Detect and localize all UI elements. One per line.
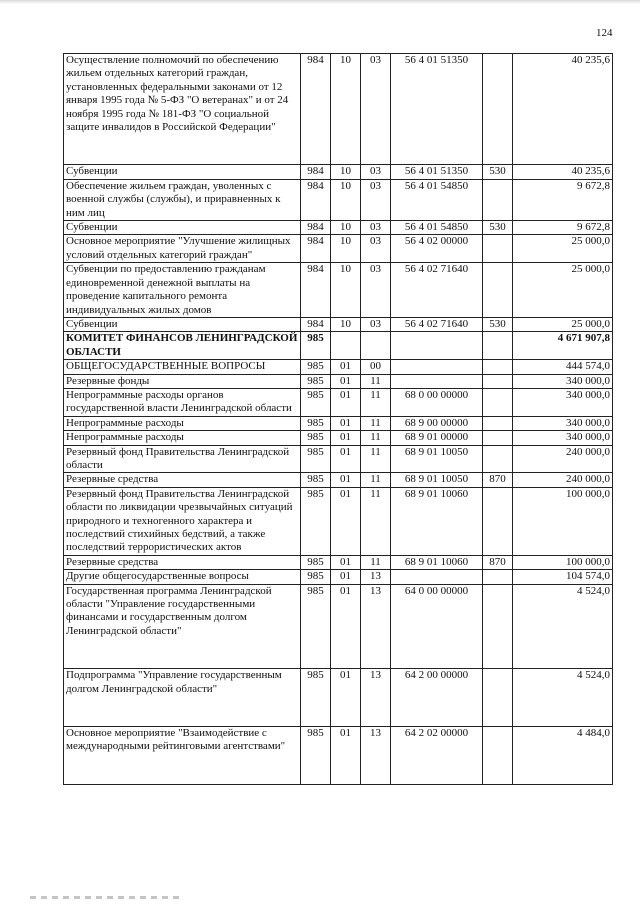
section-code: 10 (331, 165, 361, 179)
ministry-code: 984 (301, 317, 331, 331)
expense-type (483, 54, 513, 135)
table-row (64, 445, 613, 473)
row-name: Субвенции (64, 165, 301, 179)
amount: 444 574,0 (513, 360, 613, 374)
section-code: 01 (331, 360, 361, 374)
row-spacer (64, 638, 613, 669)
spacer-cell (301, 638, 331, 669)
target-article: 68 9 00 00000 (391, 416, 483, 430)
spacer-cell (513, 134, 613, 165)
table-row (64, 570, 613, 584)
amount: 104 574,0 (513, 570, 613, 584)
ministry-code: 985 (301, 445, 331, 473)
row-name: ОБЩЕГОСУДАРСТВЕННЫЕ ВОПРОСЫ (64, 360, 301, 374)
spacer-cell (513, 754, 613, 785)
target-article: 68 9 01 10050 (391, 473, 483, 487)
expense-type (483, 669, 513, 696)
scan-edge (0, 0, 640, 4)
section-code: 10 (331, 179, 361, 220)
subsection-code: 13 (361, 570, 391, 584)
section-code: 01 (331, 473, 361, 487)
target-article: 56 4 01 51350 (391, 54, 483, 135)
target-article: 68 9 01 10060 (391, 487, 483, 555)
row-name: Резервный фонд Правительства Ленинградской области по ликвидации чрезвычайных ситуаций природного и техногенного характера и последствий стихийных бедствий, а также последствий террористических актов (64, 487, 301, 555)
target-article (391, 360, 483, 374)
spacer-cell (64, 696, 301, 727)
subsection-code: 03 (361, 263, 391, 318)
section-code: 01 (331, 388, 361, 416)
expense-type (483, 445, 513, 473)
table-row (64, 317, 613, 331)
subsection-code: 03 (361, 221, 391, 235)
ministry-code: 985 (301, 332, 331, 360)
amount: 25 000,0 (513, 263, 613, 318)
amount: 25 000,0 (513, 317, 613, 331)
ministry-code: 984 (301, 221, 331, 235)
section-code: 01 (331, 570, 361, 584)
spacer-cell (513, 638, 613, 669)
target-article: 56 4 01 54850 (391, 179, 483, 220)
subsection-code: 03 (361, 317, 391, 331)
expense-type (483, 179, 513, 220)
ministry-code: 985 (301, 473, 331, 487)
subsection-code: 11 (361, 374, 391, 388)
ministry-code: 985 (301, 584, 331, 638)
expense-type (483, 416, 513, 430)
target-article: 64 0 00 00000 (391, 584, 483, 638)
ministry-code: 985 (301, 570, 331, 584)
row-name: Резервные средства (64, 473, 301, 487)
spacer-cell (483, 638, 513, 669)
amount: 240 000,0 (513, 473, 613, 487)
table-row (64, 388, 613, 416)
row-name: Непрограммные расходы (64, 431, 301, 445)
section-code: 01 (331, 416, 361, 430)
subsection-code: 03 (361, 165, 391, 179)
row-spacer (64, 134, 613, 165)
table-row (64, 487, 613, 555)
expense-type (483, 388, 513, 416)
spacer-cell (331, 638, 361, 669)
subsection-code: 13 (361, 727, 391, 754)
scan-artifact (30, 896, 180, 899)
table-row (64, 221, 613, 235)
section-code: 01 (331, 669, 361, 696)
spacer-cell (301, 696, 331, 727)
table-row (64, 54, 613, 135)
expense-type (483, 584, 513, 638)
spacer-cell (64, 754, 301, 785)
table-row (64, 165, 613, 179)
expense-type (483, 431, 513, 445)
row-name: Резервные фонды (64, 374, 301, 388)
row-name: Другие общегосударственные вопросы (64, 570, 301, 584)
target-article: 68 9 01 10060 (391, 555, 483, 569)
budget-table-body (64, 54, 613, 785)
spacer-cell (391, 638, 483, 669)
spacer-cell (331, 134, 361, 165)
amount: 9 672,8 (513, 179, 613, 220)
page-number: 124 (596, 27, 613, 39)
spacer-cell (483, 696, 513, 727)
ministry-code: 985 (301, 669, 331, 696)
spacer-cell (361, 754, 391, 785)
amount: 4 524,0 (513, 584, 613, 638)
section-code: 01 (331, 374, 361, 388)
section-code: 01 (331, 584, 361, 638)
section-code: 10 (331, 54, 361, 135)
row-name: Непрограммные расходы органов государственной власти Ленинградской области (64, 388, 301, 416)
amount: 340 000,0 (513, 388, 613, 416)
table-row (64, 431, 613, 445)
spacer-cell (301, 754, 331, 785)
subsection-code: 03 (361, 235, 391, 263)
spacer-cell (64, 638, 301, 669)
row-name: Осуществление полномочий по обеспечению жильем отдельных категорий граждан, установленных федеральными законами от 12 января 1995 года № 5-ФЗ "О ветеранах" и от 24 ноября 1995 года № 181-ФЗ "О социальной защите инвалидов в Российской Федерации" (64, 54, 301, 135)
amount: 340 000,0 (513, 374, 613, 388)
row-name: Подпрограмма "Управление государственным долгом Ленинградской области" (64, 669, 301, 696)
row-name: Субвенции по предоставлению гражданам единовременной денежной выплаты на проведение капитального ремонта индивидуальных жилых домов (64, 263, 301, 318)
expense-type: 530 (483, 317, 513, 331)
section-code (331, 332, 361, 360)
amount: 340 000,0 (513, 416, 613, 430)
section-code: 10 (331, 317, 361, 331)
table-row (64, 235, 613, 263)
target-article: 56 4 02 00000 (391, 235, 483, 263)
ministry-code: 985 (301, 360, 331, 374)
subsection-code: 13 (361, 669, 391, 696)
table-row (64, 416, 613, 430)
spacer-cell (361, 638, 391, 669)
expense-type: 530 (483, 165, 513, 179)
spacer-cell (391, 754, 483, 785)
subsection-code (361, 332, 391, 360)
ministry-code: 985 (301, 487, 331, 555)
section-code: 01 (331, 487, 361, 555)
spacer-cell (483, 754, 513, 785)
row-spacer (64, 696, 613, 727)
expense-type (483, 360, 513, 374)
spacer-cell (513, 696, 613, 727)
amount: 25 000,0 (513, 235, 613, 263)
table-row (64, 555, 613, 569)
spacer-cell (331, 696, 361, 727)
target-article: 64 2 02 00000 (391, 727, 483, 754)
ministry-code: 985 (301, 388, 331, 416)
expense-type (483, 487, 513, 555)
target-article: 64 2 00 00000 (391, 669, 483, 696)
target-article: 68 9 01 10050 (391, 445, 483, 473)
row-name: Обеспечение жильем граждан, уволенных с военной службы (службы), и приравненных к ним лиц (64, 179, 301, 220)
spacer-cell (301, 134, 331, 165)
expense-type: 870 (483, 473, 513, 487)
subsection-code: 11 (361, 416, 391, 430)
ministry-code: 984 (301, 165, 331, 179)
table-row (64, 179, 613, 220)
ministry-code: 984 (301, 54, 331, 135)
ministry-code: 985 (301, 727, 331, 754)
subsection-code: 03 (361, 54, 391, 135)
spacer-cell (331, 754, 361, 785)
table-row (64, 374, 613, 388)
amount: 9 672,8 (513, 221, 613, 235)
table-row (64, 332, 613, 360)
section-code: 01 (331, 445, 361, 473)
amount: 40 235,6 (513, 165, 613, 179)
row-name: Резервный фонд Правительства Ленинградской области (64, 445, 301, 473)
amount: 4 671 907,8 (513, 332, 613, 360)
ministry-code: 984 (301, 263, 331, 318)
spacer-cell (64, 134, 301, 165)
expense-type (483, 263, 513, 318)
table-row (64, 584, 613, 638)
spacer-cell (391, 134, 483, 165)
subsection-code: 11 (361, 473, 391, 487)
subsection-code: 11 (361, 555, 391, 569)
target-article: 68 9 01 00000 (391, 431, 483, 445)
expense-type (483, 332, 513, 360)
section-code: 10 (331, 221, 361, 235)
ministry-code: 985 (301, 555, 331, 569)
target-article: 68 0 00 00000 (391, 388, 483, 416)
subsection-code: 11 (361, 431, 391, 445)
amount: 340 000,0 (513, 431, 613, 445)
amount: 240 000,0 (513, 445, 613, 473)
subsection-code: 11 (361, 445, 391, 473)
spacer-cell (391, 696, 483, 727)
ministry-code: 985 (301, 374, 331, 388)
ministry-code: 985 (301, 431, 331, 445)
expense-type (483, 374, 513, 388)
row-name: Государственная программа Ленинградской области "Управление государственными финансами и государственным долгом Ленинградской области" (64, 584, 301, 638)
ministry-code: 984 (301, 179, 331, 220)
amount: 40 235,6 (513, 54, 613, 135)
spacer-cell (361, 134, 391, 165)
expense-type: 530 (483, 221, 513, 235)
row-name: Резервные средства (64, 555, 301, 569)
expense-type (483, 727, 513, 754)
amount: 4 524,0 (513, 669, 613, 696)
subsection-code: 03 (361, 179, 391, 220)
section-code: 10 (331, 263, 361, 318)
subsection-code: 11 (361, 487, 391, 555)
section-code: 01 (331, 727, 361, 754)
subsection-code: 13 (361, 584, 391, 638)
target-article: 56 4 01 51350 (391, 165, 483, 179)
table-row (64, 727, 613, 754)
spacer-cell (361, 696, 391, 727)
spacer-cell (483, 134, 513, 165)
table-row (64, 360, 613, 374)
subsection-code: 11 (361, 388, 391, 416)
expense-type (483, 235, 513, 263)
target-article: 56 4 02 71640 (391, 317, 483, 331)
target-article (391, 570, 483, 584)
table-row (64, 473, 613, 487)
expense-type (483, 570, 513, 584)
table-row (64, 669, 613, 696)
row-name: Субвенции (64, 317, 301, 331)
target-article (391, 332, 483, 360)
ministry-code: 985 (301, 416, 331, 430)
section-code: 10 (331, 235, 361, 263)
target-article: 56 4 02 71640 (391, 263, 483, 318)
row-name: Основное мероприятие "Улучшение жилищных условий отдельных категорий граждан" (64, 235, 301, 263)
amount: 100 000,0 (513, 487, 613, 555)
section-code: 01 (331, 555, 361, 569)
expense-type: 870 (483, 555, 513, 569)
budget-table (63, 53, 613, 785)
table-row (64, 263, 613, 318)
ministry-code: 984 (301, 235, 331, 263)
row-name: Субвенции (64, 221, 301, 235)
subsection-code: 00 (361, 360, 391, 374)
amount: 100 000,0 (513, 555, 613, 569)
row-name: Основное мероприятие "Взаимодействие с международными рейтинговыми агентствами" (64, 727, 301, 754)
row-name: Непрограммные расходы (64, 416, 301, 430)
target-article: 56 4 01 54850 (391, 221, 483, 235)
section-code: 01 (331, 431, 361, 445)
row-spacer (64, 754, 613, 785)
row-name: КОМИТЕТ ФИНАНСОВ ЛЕНИНГРАДСКОЙ ОБЛАСТИ (64, 332, 301, 360)
amount: 4 484,0 (513, 727, 613, 754)
target-article (391, 374, 483, 388)
